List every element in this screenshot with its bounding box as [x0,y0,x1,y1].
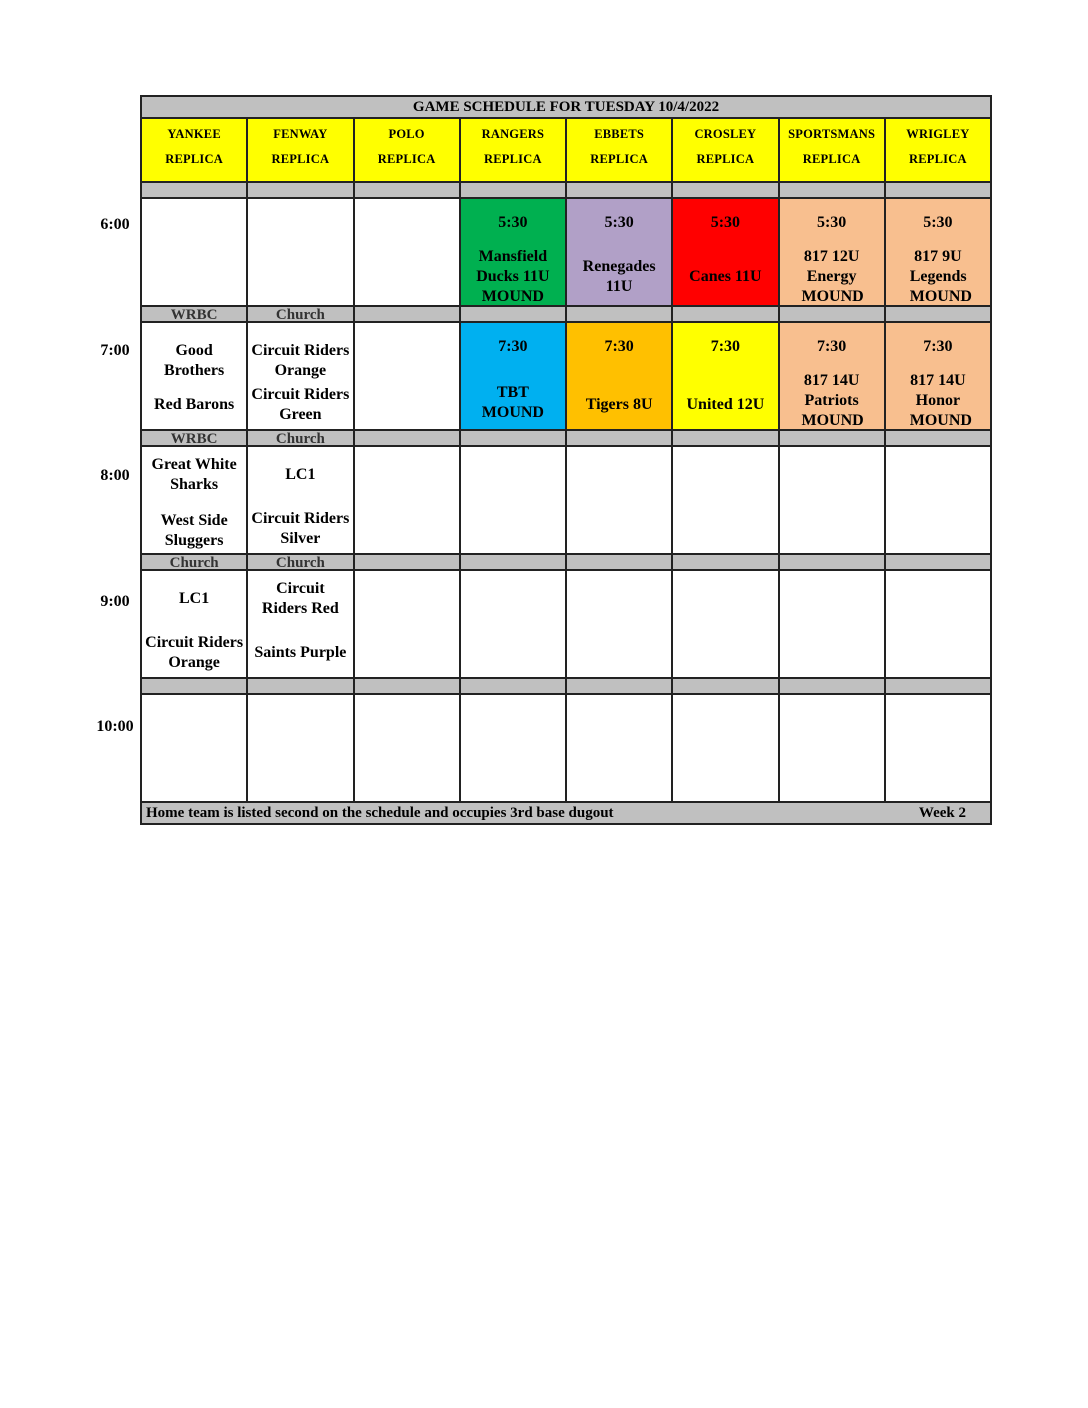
time-label-900: 9:00 [100,593,130,610]
game-cell-sportsmans-600: 5:30 817 12U Energy MOUND [780,199,886,305]
separator-row [142,431,990,447]
field-assignment-label: WRBC [142,431,248,445]
field-header-sportsmans: SPORTSMANS REPLICA [780,119,886,181]
time-slot-1000 [142,695,990,803]
field-header-crosley: CROSLEY REPLICA [673,119,779,181]
separator-row [142,183,990,199]
week-label: Week 2 [918,804,966,821]
time-label-600: 6:00 [100,216,130,233]
game-cell-crosley-600: 5:30 Canes 11U [673,199,779,305]
time-slot-800 [142,447,990,555]
game-cell-sportsmans-700: 7:30 817 14U Patriots MOUND [780,323,886,429]
game-cell-fenway-900: Circuit Riders Red Saints Purple [248,571,354,677]
game-cell-yankee-900: LC1 Circuit Riders Orange [142,571,248,677]
field-assignment-label: WRBC [142,307,248,321]
game-cell-rangers-700: 7:30 TBT MOUND [461,323,567,429]
field-assignment-label: Church [248,431,354,445]
field-header-fenway: FENWAY REPLICA [248,119,354,181]
field-assignment-label: Church [142,555,248,569]
time-label-1000: 10:00 [96,718,134,735]
field-header-polo: POLO REPLICA [355,119,461,181]
field-assignment-label: Church [248,307,354,321]
time-label-700: 7:00 [100,342,130,359]
time-label-800: 8:00 [100,467,130,484]
game-cell-wrigley-600: 5:30 817 9U Legends MOUND [886,199,990,305]
separator-row [142,679,990,695]
game-cell-ebbets-600: 5:30 Renegades 11U [567,199,673,305]
game-cell-yankee-700: Good Brothers Red Barons [142,323,248,429]
schedule-footer [142,803,990,823]
game-cell-rangers-600: 5:30 Mansfield Ducks 11U MOUND [461,199,567,305]
time-slot-900 [142,571,990,679]
separator-row [142,307,990,323]
game-cell-fenway-800: LC1 Circuit Riders Silver [248,447,354,553]
slot-cell [142,199,248,305]
field-header-wrigley: WRIGLEY REPLICA [886,119,990,181]
slot-cell [355,199,461,305]
game-cell-wrigley-700: 7:30 817 14U Honor MOUND [886,323,990,429]
field-header-yankee: YANKEE REPLICA [142,119,248,181]
time-slot-700 [142,323,990,431]
game-cell-yankee-800: Great White Sharks West Side Sluggers [142,447,248,553]
field-header-row [142,119,990,183]
schedule-table [140,95,992,825]
time-slot-600 [142,199,990,307]
schedule-title: GAME SCHEDULE FOR TUESDAY 10/4/2022 [142,97,990,119]
home-team-note: Home team is listed second on the schedule and occupies 3rd base dugout [146,804,614,821]
field-header-ebbets: EBBETS REPLICA [567,119,673,181]
slot-cell [248,199,354,305]
game-cell-crosley-700: 7:30 United 12U [673,323,779,429]
separator-row [142,555,990,571]
game-cell-fenway-700: Circuit Riders Orange Circuit Riders Green [248,323,354,429]
game-cell-ebbets-700: 7:30 Tigers 8U [567,323,673,429]
field-header-rangers: RANGERS REPLICA [461,119,567,181]
slot-cell [355,323,461,429]
field-assignment-label: Church [248,555,354,569]
